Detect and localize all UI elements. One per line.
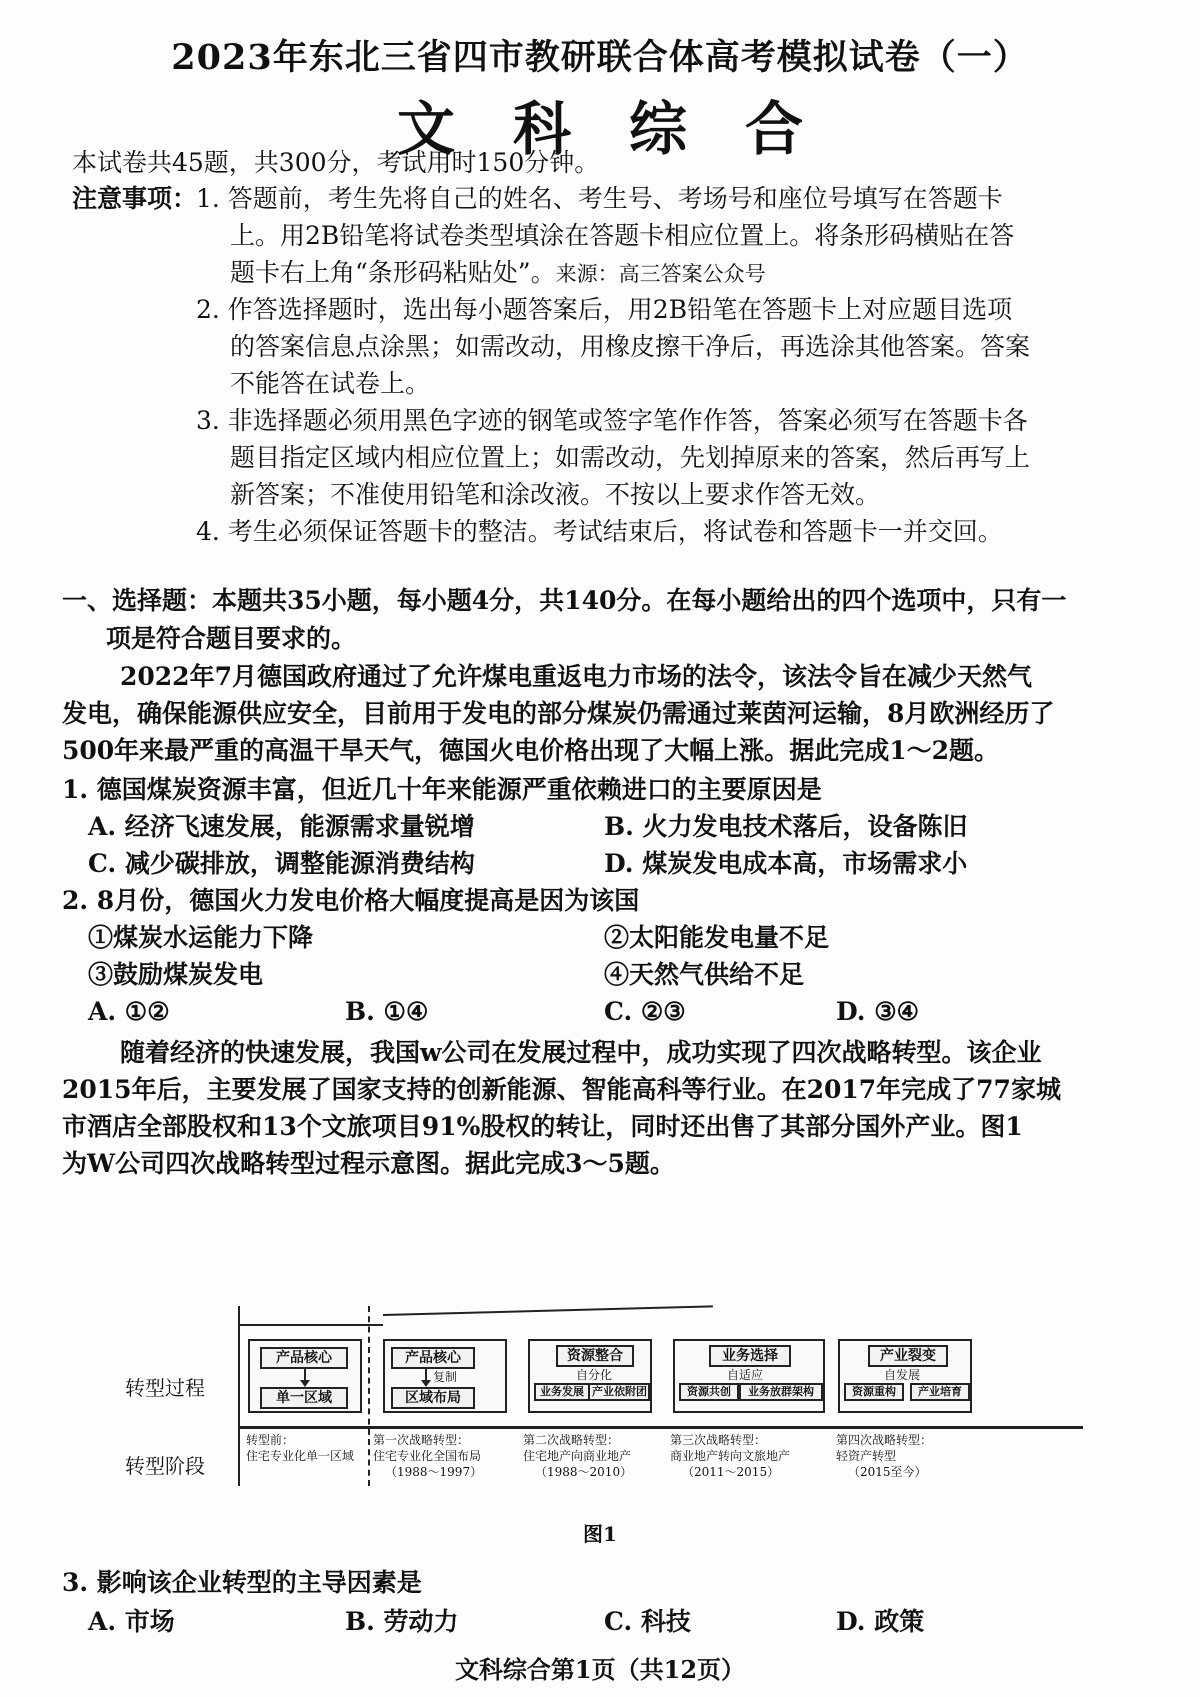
notice-item-3-line-3: 新答案；不准使用铅笔和涂改液。不按以上要求作答无效。 [230, 480, 881, 509]
figure-1-transformation-diagram [238, 1306, 1083, 1486]
section-1-heading-cont: 项是符合题目要求的。 [106, 624, 357, 653]
stage-2-left-box: 业务发展 [534, 1383, 590, 1401]
phase-4-desc: 轻资产转型 [836, 1449, 897, 1463]
figure-dashed-divider [368, 1306, 370, 1486]
phase-2-years: （1988～2010） [535, 1465, 633, 1479]
stage-4-panel [838, 1339, 972, 1413]
notice-label: 注意事项： [72, 184, 198, 213]
question-3-option-a: A. 市场 [88, 1607, 175, 1636]
question-1-option-d: D. 煤炭发电成本高，市场需求小 [604, 849, 968, 878]
stage-0-top-box: 产品核心 [260, 1347, 348, 1369]
question-1-option-b: B. 火力发电技术落后，设备陈旧 [604, 812, 968, 841]
question-2-option-b: B. ①④ [345, 997, 429, 1026]
stage-0-panel [248, 1339, 362, 1413]
stage-1-panel [383, 1339, 507, 1413]
stage-3-left-box: 资源共创 [679, 1383, 739, 1401]
phase-4 [836, 1432, 932, 1480]
notice-item-1-line-1: 1. 答题前，考生先将自己的姓名、考生号、考场号和座位号填写在答题卡 [196, 184, 1003, 213]
figure-caption: 图1 [583, 1522, 617, 1546]
phase-1-desc: 住宅专业化全国布局 [373, 1449, 482, 1463]
question-3-option-d: D. 政策 [836, 1607, 925, 1636]
source-note: 来源：高三答案公众号 [555, 262, 766, 286]
stage-3-arrow-label: 自适应 [727, 1368, 764, 1382]
figure-left-axis [238, 1306, 240, 1486]
question-2-stem: 2. 8月份，德国火力发电价格大幅度提高是因为该国 [62, 886, 640, 915]
phase-2 [523, 1432, 632, 1480]
stage-1-top-box: 产品核心 [391, 1347, 475, 1369]
figure-row-label-stage: 转型阶段 [125, 1454, 205, 1478]
stage-4-top-box: 产业裂变 [868, 1345, 948, 1367]
notice-item-3-line-1: 3. 非选择题必须用黑色字迹的钢笔或签字笔作作答，答案必须写在答题卡各 [196, 406, 1028, 435]
subject-title: 文科综合 [396, 95, 861, 163]
question-2-statement-3: ③鼓励煤炭发电 [88, 960, 264, 989]
phase-3-desc: 商业地产转向文旅地产 [670, 1449, 791, 1463]
stage-2-right-box: 产业依附团 [588, 1383, 650, 1401]
question-1-option-c: C. 减少碳排放，调整能源消费结构 [88, 849, 475, 878]
section-1-heading: 一、选择题：本题共35小题，每小题4分，共140分。在每小题给出的四个选项中，只有一 [62, 586, 1067, 615]
notice-item-1-line-3: 题卡右上角“条形码粘贴处”。来源：高三答案公众号 [230, 258, 766, 287]
stage-0-bottom-box: 单一区域 [260, 1387, 348, 1409]
passage-2-line-2: 2015年后，主要发展了国家支持的创新能源、智能高科等行业。在2017年完成了77家城 [62, 1075, 1061, 1104]
notice-item-2-line-2: 的答案信息点涂黑；如需改动，用橡皮擦干净后，再选涂其他答案。答案 [230, 332, 1031, 361]
stage-2-arrow-label: 自分化 [576, 1368, 613, 1382]
passage-2-line-1: 随着经济的快速发展，我国w公司在发展过程中，成功实现了四次战略转型。该企业 [120, 1038, 1042, 1067]
phase-3-title: 第三次战略转型： [670, 1433, 767, 1447]
passage-2-line-3: 市酒店全部股权和13个文旅项目91%股权的转让，同时还出售了其部分国外产业。图1 [62, 1112, 1023, 1141]
stage-0-arrow [304, 1369, 306, 1385]
stage-4-left-box: 资源重构 [844, 1383, 904, 1401]
stage-1-arrow [425, 1369, 427, 1385]
notice-item-4-line-1: 4. 考生必须保证答题卡的整洁。考试结束后，将试卷和答题卡一并交回。 [196, 517, 1003, 546]
phase-2-title: 第二次战略转型： [523, 1433, 620, 1447]
stage-1-arrow-label: 复制 [433, 1370, 458, 1384]
question-1-stem: 1. 德国煤炭资源丰富，但近几十年来能源严重依赖进口的主要原因是 [62, 775, 822, 804]
phase-0-desc: 住宅专业化单一区域 [246, 1449, 355, 1463]
question-3-option-c: C. 科技 [604, 1607, 691, 1636]
question-1-option-a: A. 经济飞速发展，能源需求量锐增 [88, 812, 475, 841]
question-2-option-d: D. ③④ [836, 997, 920, 1026]
figure-top-slope [383, 1305, 713, 1316]
phase-4-title: 第四次战略转型： [836, 1433, 933, 1447]
passage-1-line-3: 500年来最严重的高温干旱天气，德国火电价格出现了大幅上涨。据此完成1～2题。 [62, 736, 999, 765]
phase-1-years: （1988～1997） [385, 1465, 483, 1479]
question-2-option-c: C. ②③ [604, 997, 686, 1026]
stage-1-bottom-box: 区域布局 [391, 1387, 475, 1409]
phase-1-title: 第一次战略转型： [373, 1433, 470, 1447]
figure-row-label-process: 转型过程 [125, 1376, 205, 1400]
stage-3-right-box: 业务放群架构 [739, 1383, 823, 1401]
stage-3-top-box: 业务选择 [709, 1345, 791, 1367]
question-2-option-a: A. ①② [88, 997, 170, 1026]
notice-item-1-line-2: 上。用2B铅笔将试卷类型填涂在答题卡相应位置上。将条形码横贴在答 [230, 221, 1015, 250]
phase-2-desc: 住宅地产向商业地产 [523, 1449, 632, 1463]
passage-1-line-2: 发电，确保能源供应安全，目前用于发电的部分煤炭仍需通过莱茵河运输，8月欧洲经历了 [62, 699, 1055, 728]
stage-3-panel [673, 1339, 825, 1413]
question-2-statement-1: ①煤炭水运能力下降 [88, 923, 314, 952]
stage-2-top-box: 资源整合 [556, 1345, 634, 1367]
notice-item-3-line-2: 题目指定区域内相应位置上；如需改动，先划掉原来的答案，然后再写上 [230, 443, 1031, 472]
exam-intro: 本试卷共45题，共300分，考试用时150分钟。 [72, 148, 600, 177]
phase-3 [670, 1432, 790, 1480]
stage-4-right-box: 产业培育 [910, 1383, 970, 1401]
passage-2-line-4: 为W公司四次战略转型过程示意图。据此完成3～5题。 [62, 1149, 675, 1178]
phase-4-years: （2015至今） [848, 1465, 927, 1479]
phase-0-title: 转型前： [246, 1433, 295, 1447]
question-3-stem: 3. 影响该企业转型的主导因素是 [62, 1568, 422, 1597]
figure-top-line [238, 1324, 383, 1326]
passage-1-line-1: 2022年7月德国政府通过了允许煤电重返电力市场的法令，该法令旨在减少天然气 [120, 662, 1032, 691]
exam-title: 2023年东北三省四市教研联合体高考模拟试卷（一） [171, 37, 1029, 78]
figure-timeline [238, 1426, 1083, 1429]
phase-0 [246, 1432, 354, 1464]
phase-3-years: （2011～2015） [682, 1465, 780, 1479]
question-2-statement-2: ②太阳能发电量不足 [604, 923, 830, 952]
phase-1 [373, 1432, 482, 1480]
question-2-statement-4: ④天然气供给不足 [604, 960, 805, 989]
page-footer: 文科综合第1页（共12页） [454, 1655, 746, 1684]
question-3-option-b: B. 劳动力 [345, 1607, 459, 1636]
notice-item-2-line-3: 不能答在试卷上。 [230, 369, 431, 398]
stage-4-arrow-label: 自发展 [884, 1368, 921, 1382]
notice-item-2-line-1: 2. 作答选择题时，选出每小题答案后，用2B铅笔在答题卡上对应题目选项 [196, 295, 1013, 324]
stage-2-panel [528, 1339, 652, 1413]
